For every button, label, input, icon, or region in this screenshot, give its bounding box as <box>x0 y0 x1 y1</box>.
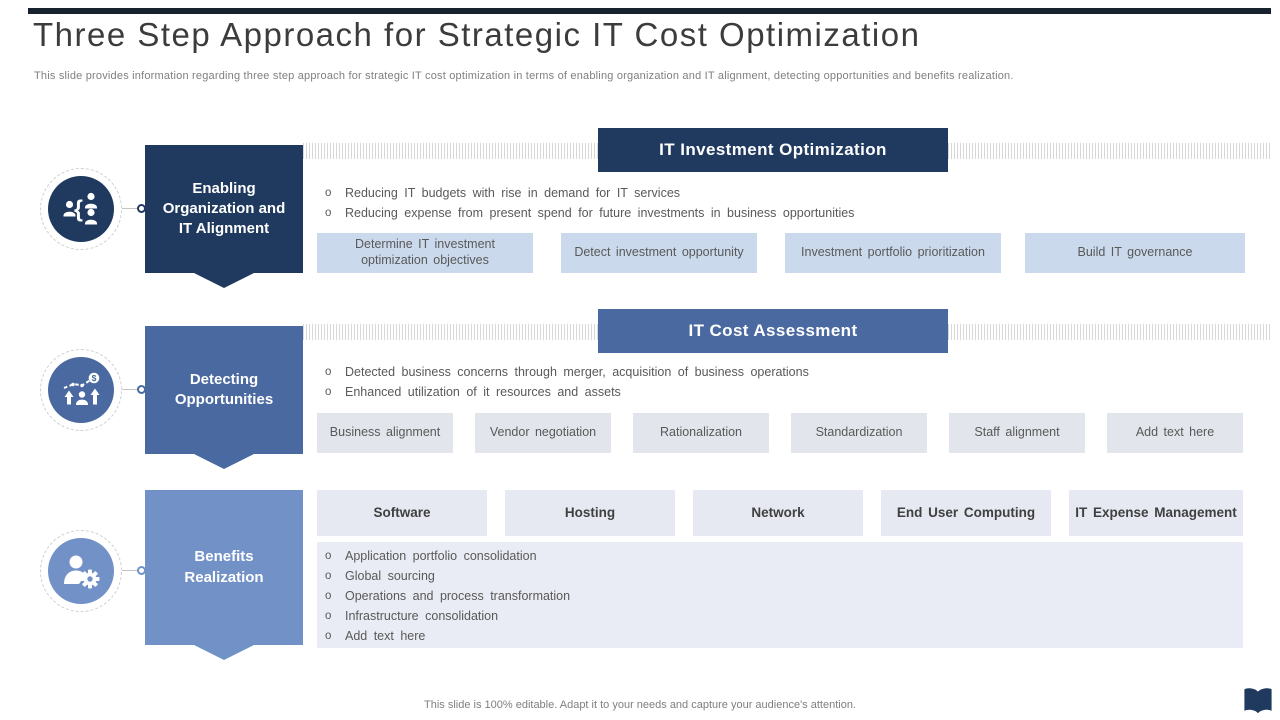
step3-label: Benefits Realization <box>184 548 264 586</box>
step1-box: Build IT governance <box>1025 233 1245 273</box>
open-book-icon <box>1243 686 1273 716</box>
step1-bullet: o Reducing IT budgets with rise in demand for IT services <box>325 186 1165 200</box>
svg-text:{: { <box>74 195 83 222</box>
step1-label: Enabling Organization and IT Alignment <box>162 179 286 238</box>
step3-bullet: o Infrastructure consolidation <box>325 609 1243 623</box>
org-structure-icon <box>48 176 114 242</box>
step2-bullet: o Enhanced utilization of it resources and assets <box>325 385 1165 399</box>
step3-bullet: o Add text here <box>325 629 1243 643</box>
step1-badge <box>40 168 122 250</box>
step3-category: Hosting <box>505 490 675 536</box>
step3-badge <box>40 530 122 612</box>
step3-category: End User Computing <box>881 490 1051 536</box>
user-gear-icon <box>48 538 114 604</box>
step3-label-box <box>145 490 303 645</box>
top-accent-bar <box>28 8 1271 14</box>
page-subtitle: This slide provides information regarding three step approach for strategic IT cost optimization in terms of enabling organization and IT alignment, detecting opportunities and benefits realization. <box>34 70 1014 82</box>
step3-category: IT Expense Management <box>1069 490 1243 536</box>
step2-label-box <box>145 326 303 454</box>
step3-bullet: o Operations and process transformation <box>325 589 1243 603</box>
page-title: Three Step Approach for Strategic IT Cost Optimization <box>33 16 921 53</box>
step1-bullet: o Reducing expense from present spend for future investments in business opportunities <box>325 206 1165 220</box>
step1-header <box>598 128 948 172</box>
step3-benefits-panel <box>317 542 1243 648</box>
step1-box: Investment portfolio prioritization <box>785 233 1001 273</box>
step2-box: Add text here <box>1107 413 1243 453</box>
growth-dollar-icon <box>48 357 114 423</box>
footer-note: This slide is 100% editable. Adapt it to your needs and capture your audience's attention. <box>424 699 856 711</box>
step2-box: Business alignment <box>317 413 453 453</box>
step2-badge <box>40 349 122 431</box>
step3-bullet: o Application portfolio consolidation <box>325 549 1243 563</box>
step2-box: Staff alignment <box>949 413 1085 453</box>
step1-box: Detect investment opportunity <box>561 233 757 273</box>
step1-label-box <box>145 145 303 273</box>
step1-box: Determine IT investment optimization objectives <box>317 233 533 273</box>
svg-text:$: $ <box>91 373 97 383</box>
step2-box: Standardization <box>791 413 927 453</box>
step2-bullet: o Detected business concerns through merger, acquisition of business operations <box>325 365 1165 379</box>
step2-header-text: IT Cost Assessment <box>688 321 858 340</box>
step3-category: Network <box>693 490 863 536</box>
step1-header-text: IT Investment Optimization <box>659 140 887 159</box>
step3-bullet: o Global sourcing <box>325 569 1243 583</box>
step3-category: Software <box>317 490 487 536</box>
step2-box: Vendor negotiation <box>475 413 611 453</box>
step2-label: Detecting Opportunities <box>174 370 274 408</box>
step2-box: Rationalization <box>633 413 769 453</box>
step2-header <box>598 309 948 353</box>
